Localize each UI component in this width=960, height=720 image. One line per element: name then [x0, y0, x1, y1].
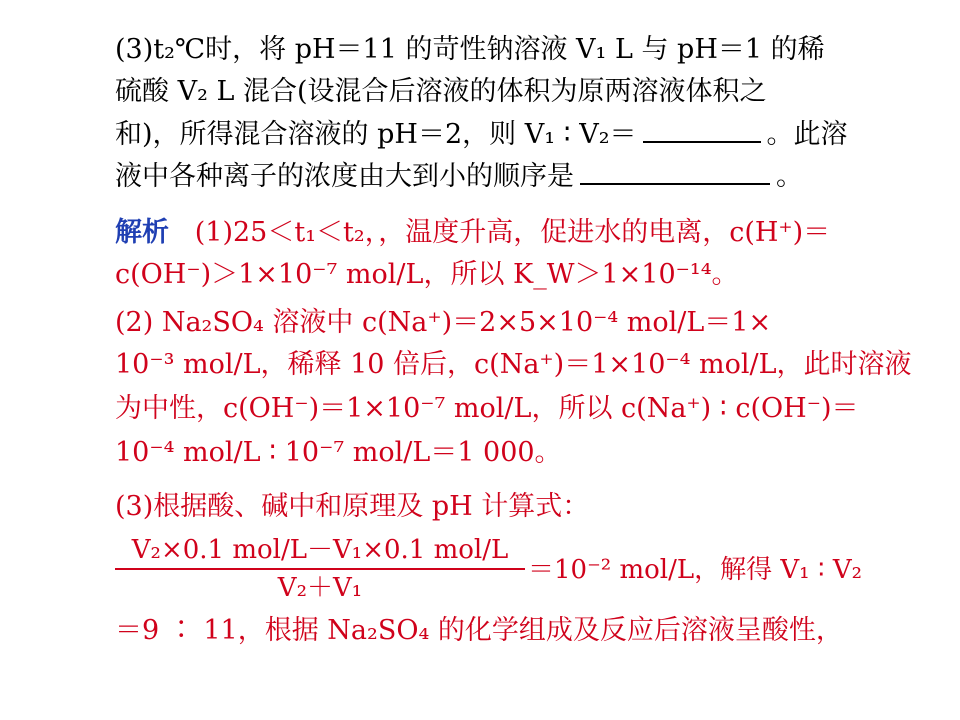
fraction-numerator: V₂×0.1 mol/L－V₁×0.1 mol/L [131, 535, 509, 565]
analysis-label: 解析 [115, 217, 169, 248]
question-line-4 [115, 159, 895, 194]
answer-line-3: (2) Na₂SO₄ 溶液中 c(Na⁺)＝2×5×10⁻⁴ mol/L＝1× [115, 307, 772, 338]
answer-line-1-text: (1)25＜t₁＜t₂，，温度升高，促进水的电离，c(H⁺)＝ [194, 217, 831, 248]
question-line-4-text: 液中各种离子的浓度由大到小的顺序是 [115, 161, 574, 192]
question-line-4-end: 。 [776, 161, 803, 192]
answer-line-6: 10⁻⁴ mol/L ∶ 10⁻⁷ mol/L＝1 000。 [115, 437, 562, 468]
answer-blank-order[interactable] [580, 159, 770, 185]
question-line-1: (3)t₂℃时，将 pH＝11 的苛性钠溶液 V₁ L 与 pH＝1 的稀 [115, 34, 825, 65]
fraction [115, 534, 525, 604]
fraction-denominator: V₂＋V₁ [277, 573, 363, 603]
question-line-3 [115, 117, 895, 152]
question-line-2: 硫酸 V₂ L 混合(设混合后溶液的体积为原两溶液体积之 [115, 76, 767, 107]
answer-line-4: 10⁻³ mol/L，稀释 10 倍后，c(Na⁺)＝1×10⁻⁴ mol/L，此时溶液 [115, 349, 912, 380]
answer-line-2: c(OH⁻)＞1×10⁻⁷ mol/L，所以 K_W＞1×10⁻¹⁴。 [115, 259, 739, 290]
question-line-3-text: 和)，所得混合溶液的 pH＝2，则 V₁ ∶ V₂＝ [115, 119, 637, 150]
answer-blank-ratio[interactable] [643, 117, 761, 143]
question-line-3-end: 。此溶 [766, 119, 848, 150]
fraction-bar [115, 568, 525, 570]
answer-line-9: ＝9 ∶ 11，根据 Na₂SO₄ 的化学组成及反应后溶液呈酸性， [115, 615, 843, 646]
answer-line-1 [115, 216, 895, 250]
answer-line-7: (3)根据酸、碱中和原理及 pH 计算式： [115, 491, 590, 522]
answer-line-5: 为中性，c(OH⁻)＝1×10⁻⁷ mol/L，所以 c(Na⁺) ∶ c(OH⁻)＝ [115, 393, 859, 424]
fraction-result: ＝10⁻² mol/L，解得 V₁ ∶ V₂ [528, 555, 863, 585]
